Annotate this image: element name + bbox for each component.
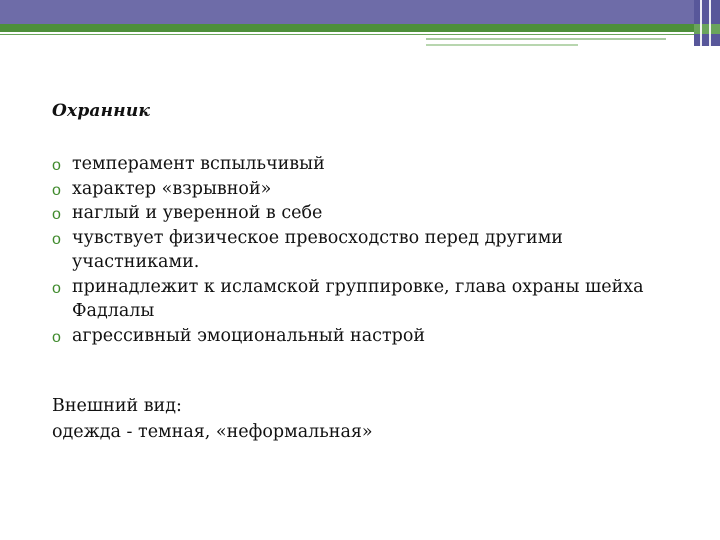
slide-title: Охранник [52,101,151,121]
list-item [52,177,692,202]
list-item [52,201,692,226]
corner-bar [709,0,711,46]
corner-bar [700,0,702,46]
appearance-label: Внешний вид: [52,396,182,416]
bullet-list [52,152,692,348]
list-item [52,324,692,349]
bullet-icon: o [52,279,61,297]
list-item [52,152,692,177]
list-item [52,275,692,324]
bullet-icon: o [52,181,61,199]
top-band [0,0,720,24]
green-stripe [0,24,694,32]
list-item-text: наглый и уверенной в себе [72,203,323,223]
divider-line [0,34,694,35]
divider-line-short [426,38,666,40]
list-item-text: темперамент вспыльчивый [72,154,325,174]
divider-line-shorter [426,44,578,46]
bullet-icon: o [52,206,61,223]
list-item [52,226,692,275]
list-item-text: агрессивный эмоциональный настрой [72,325,426,346]
green-stripe-corner [694,24,720,34]
list-item-text: характер «взрывной» [72,178,272,199]
appearance-block [52,393,373,445]
list-item-text: чувствует физическое превосходство перед другими участниками. [72,227,563,272]
list-item-text: принадлежит к исламской группировке, глава охраны шейха Фадлалы [72,276,644,321]
bullet-icon: o [52,328,61,346]
top-band-corner [694,0,720,46]
bullet-icon: o [52,230,61,248]
appearance-text: одежда - темная, «неформальная» [52,422,373,442]
bullet-icon: o [52,157,61,174]
